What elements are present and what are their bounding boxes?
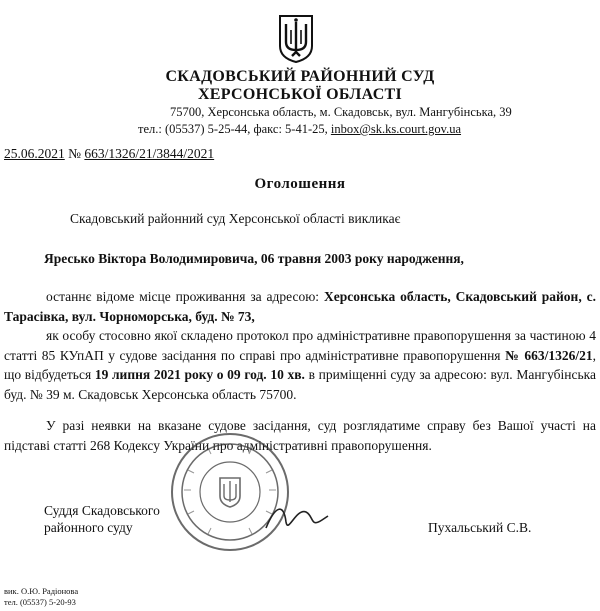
court-name-line2: ХЕРСОНСЬКОЇ ОБЛАСТІ — [197, 86, 403, 103]
email-link[interactable]: inbox@sk.ks.court.gov.ua — [330, 122, 462, 136]
trident-coat-of-arms-icon — [278, 14, 314, 64]
executor-name: вик. О.Ю. Радіонова — [4, 586, 79, 596]
document-number: 663/1326/21/3844/2021 — [84, 146, 215, 161]
warning-text: У разі неявки на вказане судове засідання, суд розглядатиме справу без Вашої участі на підставі статті 268 Кодексу України про адміністративні правопорушення. — [4, 418, 596, 453]
number-sign: № — [68, 146, 82, 161]
residence-and-case-paragraph — [4, 287, 596, 404]
intro-text: Скадовський районний суд Херсонської області викликає — [70, 211, 401, 226]
signatory-name: Пухальський С.В. — [428, 520, 532, 535]
page-title: Оголошення — [254, 176, 346, 192]
case-text-c: в приміщенні суду за адресою: вул. Мангубінська буд. № 39 м. Скадовськ Херсонська область 75700. — [4, 367, 596, 402]
residence-lead: останнє відоме місце проживання за адресою: — [46, 289, 324, 304]
court-address: 75700, Херсонська область, м. Скадовськ, вул. Мангубінська, 39 — [170, 105, 512, 119]
document-date: 25.06.2021 — [4, 146, 65, 161]
case-text-b: , що відбудеться — [4, 347, 596, 382]
contacts-text: тел.: (05537) 5-25-44, факс: 5-41-25, — [138, 122, 331, 136]
executor-phone: тел. (05537) 5-20-93 — [4, 597, 76, 607]
signatory-title-line2: районного суду — [44, 520, 133, 535]
document-reference — [4, 146, 214, 162]
case-number: № 663/1326/21 — [505, 347, 593, 363]
court-name-line1: СКАДОВСЬКИЙ РАЙОННИЙ СУД — [165, 68, 435, 85]
court-contacts — [138, 122, 461, 137]
warning-paragraph — [4, 416, 596, 455]
signatory-title-line1: Суддя Скадовського — [44, 503, 160, 518]
hearing-datetime: 19 липня 2021 року о 09 год. 10 хв. — [94, 367, 305, 382]
residence-address: Херсонська область, Скадовський район, с. Тарасівка, вул. Чорноморська, буд. № 73, — [4, 289, 596, 324]
signature-scribble — [262, 498, 332, 538]
case-text-a: як особу стосовно якої складено протокол про адміністративне правопорушення за частиною 4 статті 85 КУпАП у судове засідання по справі про адміністративне правопорушення — [4, 328, 596, 363]
person-name: Яресько Віктора Володимировича, 06 травня 2003 року народження, — [44, 251, 464, 266]
